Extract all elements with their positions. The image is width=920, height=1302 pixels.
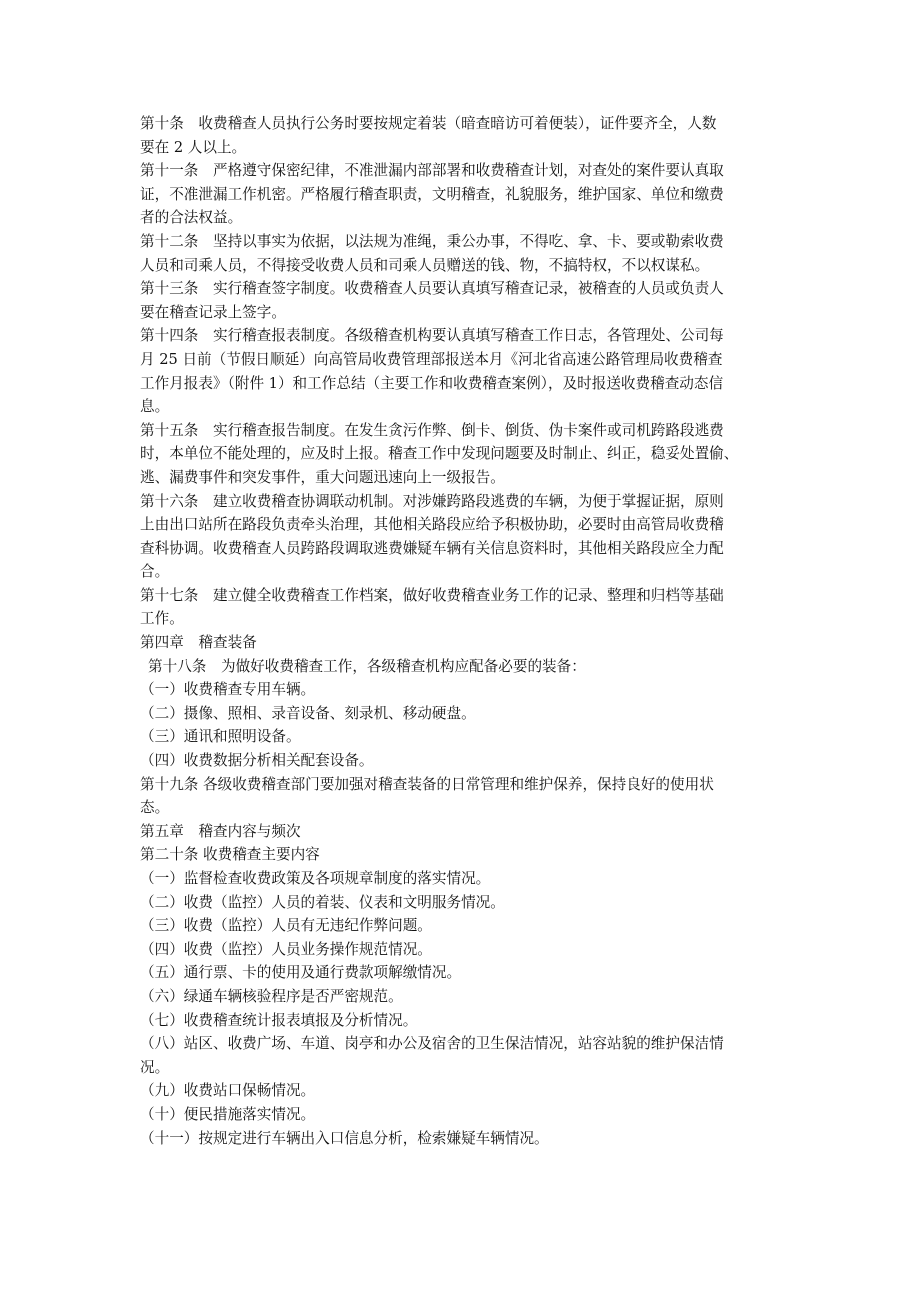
text-line: 息。 bbox=[140, 398, 170, 416]
text-line: 人员和司乘人员，不得接受收费人员和司乘人员赠送的钱、物，不搞特权，不以权谋私。 bbox=[140, 256, 710, 274]
text-line: 查科协调。收费稽查人员跨路段调取逃费嫌疑车辆有关信息资料时，其他相关路段应全力配 bbox=[140, 539, 724, 557]
text-line: 上由出口站所在路段负责牵头治理，其他相关路段应给予积极协助，必要时由高管局收费稽 bbox=[140, 516, 724, 534]
list-item: （三）通讯和照明设备。 bbox=[140, 728, 301, 746]
list-item: （二）摄像、照相、录音设备、刻录机、移动硬盘。 bbox=[140, 704, 476, 722]
text-line: 第十四条 实行稽查报表制度。各级稽查机构要认真填写稽查工作日志，各管理处、公司每 bbox=[140, 327, 724, 345]
chapter-heading: 第四章 稽查装备 bbox=[140, 634, 257, 652]
text-line: 第十九条 各级收费稽查部门要加强对稽查装备的日常管理和维护保养，保持良好的使用状 bbox=[140, 775, 714, 793]
text-line: 第十六条 建立收费稽查协调联动机制。对涉嫌跨路段逃费的车辆，为便于掌握证据，原则 bbox=[140, 492, 724, 510]
document-body bbox=[140, 112, 790, 1150]
list-item: （九）收费站口保畅情况。 bbox=[140, 1082, 316, 1100]
text-line: 第十七条 建立健全收费稽查工作档案，做好收费稽查业务工作的记录、整理和归档等基础 bbox=[140, 586, 724, 604]
list-item: （八）站区、收费广场、车道、岗亭和办公及宿舍的卫生保洁情况，站容站貌的维护保洁情 bbox=[140, 1035, 724, 1053]
list-item: （六）绿通车辆核验程序是否严密规范。 bbox=[140, 987, 403, 1005]
text-line: 态。 bbox=[140, 799, 170, 817]
list-item: （五）通行票、卡的使用及通行费款项解缴情况。 bbox=[140, 964, 462, 982]
text-line: 工作月报表》（附件 1）和工作总结（主要工作和收费稽查案例），及时报送收费稽查动态信 bbox=[140, 374, 724, 392]
list-item: （十一）按规定进行车辆出入口信息分析，检索嫌疑车辆情况。 bbox=[140, 1129, 549, 1147]
text-line: 逃、漏费事件和突发事件，重大问题迅速向上一级报告。 bbox=[140, 468, 505, 486]
text-line: 第十条 收费稽查人员执行公务时要按规定着装（暗查暗访可着便装），证件要齐全，人数 bbox=[140, 115, 717, 132]
list-item: （十）便民措施落实情况。 bbox=[140, 1105, 316, 1123]
text-line: 第十三条 实行稽查签字制度。收费稽查人员要认真填写稽查记录，被稽查的人员或负责人 bbox=[140, 280, 724, 298]
text-line: 第十二条 坚持以事实为依据，以法规为准绳，秉公办事，不得吃、拿、卡、要或勒索收费 bbox=[140, 232, 724, 250]
text-line: 第十一条 严格遵守保密纪律，不准泄漏内部部署和收费稽查计划，对查处的案件要认真取 bbox=[140, 162, 724, 180]
list-item: （七）收费稽查统计报表填报及分析情况。 bbox=[140, 1011, 418, 1029]
text-line: 要在 2 人以上。 bbox=[140, 138, 247, 156]
text-line: 时，本单位不能处理的，应及时上报。稽查工作中发现问题要及时制止、纠正，稳妥处置偷、 bbox=[140, 445, 739, 463]
chapter-heading: 第五章 稽查内容与频次 bbox=[140, 822, 301, 840]
list-item: （四）收费（监控）人员业务操作规范情况。 bbox=[140, 940, 432, 958]
list-item: （一）收费稽查专用车辆。 bbox=[140, 681, 316, 699]
text-line: 况。 bbox=[140, 1058, 170, 1076]
text-line: 第十八条 为做好收费稽查工作，各级稽查机构应配备必要的装备： bbox=[148, 657, 586, 675]
text-line: 要在稽查记录上签字。 bbox=[140, 303, 286, 321]
text-line: 工作。 bbox=[140, 610, 184, 628]
list-item: （二）收费（监控）人员的着装、仪表和文明服务情况。 bbox=[140, 893, 505, 911]
list-item: （四）收费数据分析相关配套设备。 bbox=[140, 752, 374, 770]
text-line: 月 25 日前（节假日顺延）向高管局收费管理部报送本月《河北省高速公路管理局收费稽查 bbox=[140, 350, 723, 368]
text-line: 证，不准泄漏工作机密。严格履行稽查职责，文明稽查，礼貌服务，维护国家、单位和缴费 bbox=[140, 185, 724, 203]
text-line: 第十五条 实行稽查报告制度。在发生贪污作弊、倒卡、倒货、伪卡案件或司机跨路段逃费 bbox=[140, 421, 724, 439]
list-item: （一）监督检查收费政策及各项规章制度的落实情况。 bbox=[140, 870, 491, 887]
text-line: 者的合法权益。 bbox=[140, 209, 243, 227]
list-item: （三）收费（监控）人员有无违纪作弊问题。 bbox=[140, 917, 432, 935]
text-line: 合。 bbox=[140, 563, 170, 581]
text-line: 第二十条 收费稽查主要内容 bbox=[140, 846, 320, 864]
